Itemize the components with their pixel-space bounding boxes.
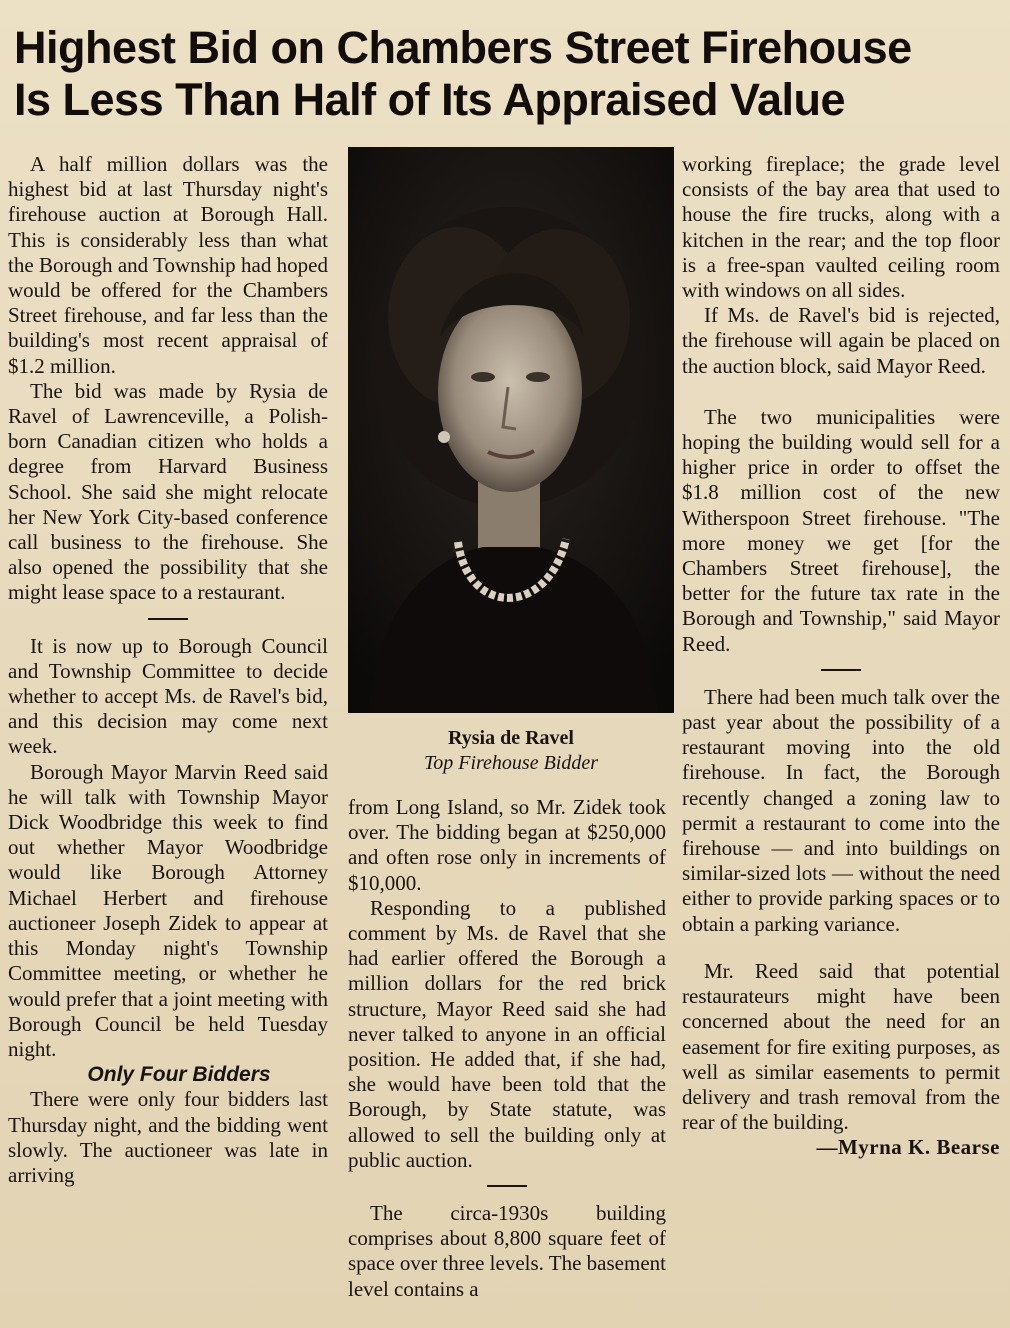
paragraph: The circa-1930s building comprises about 8,800 square feet of space over three levels. The basement level contains a	[348, 1201, 666, 1301]
section-divider	[821, 669, 861, 671]
portrait-image	[348, 147, 674, 713]
byline: —Myrna K. Bearse	[816, 1135, 1000, 1160]
section-subhead: Only Four Bidders	[87, 1063, 271, 1087]
paragraph: It is now up to Borough Council and Township Committee to decide whether to accept Ms. de Ravel's bid, and this decision may come next week.	[8, 633, 328, 759]
paragraph: from Long Island, so Mr. Zidek took over. The bidding began at $250,000 and often rose only in increments of $10,000.	[348, 795, 666, 895]
section-divider	[487, 1185, 527, 1187]
portrait-photo	[348, 147, 674, 713]
spacer	[682, 379, 1000, 405]
paragraph: Borough Mayor Marvin Reed said he will talk with Township Mayor Dick Woodbridge this week to find out whether Mayor Woodbridge would like Borough Attorney Michael Herbert and firehouse auctioneer Joseph Zidek to appear at this Monday night's Township Committee meeting, or whether he would prefer that a joint meeting with Borough Council be held Tuesday night.	[8, 759, 328, 1061]
paragraph: The two municipalities were hoping the building would sell for a higher price in order to offset the $1.8 million cost of the new Witherspoon Street firehouse. "The more money we get [for the Chambers Street firehouse], the better for the future tax rate in the Borough and Township," said Mayor Reed.	[682, 404, 1000, 656]
paragraph: There were only four bidders last Thursday night, and the bidding went slowly. The auctioneer was late in arriving	[8, 1087, 328, 1187]
headline-line-1: Highest Bid on Chambers Street Firehouse	[14, 22, 912, 73]
paragraph: Mr. Reed said that potential restaurateurs might have been concerned about the need for an easement for fire exiting purposes, as well as similar easements to permit delivery and trash removal from the rear of the building.	[682, 958, 1000, 1135]
caption-role: Top Firehouse Bidder	[423, 752, 599, 774]
article-column-2	[348, 795, 666, 1302]
section-divider	[148, 618, 188, 620]
paragraph: Responding to a published comment by Ms. de Ravel that she had earlier offered the Borough a million dollars for the red brick structure, Mayor Reed said she had never talked to anyone in an official position. He added that, if she had, she would have been told that the Borough, by State statute, was allowed to sell the building only at public auction.	[348, 895, 666, 1172]
headline-line-2: Is Less Than Half of Its Appraised Value	[14, 74, 846, 125]
paragraph: working fireplace; the grade level consists of the bay area that used to house the fire trucks, along with a kitchen in the rear; and the top floor is a free-span vaulted ceiling room with windows on all sides.	[682, 152, 1000, 303]
paragraph: If Ms. de Ravel's bid is rejected, the firehouse will again be placed on the auction block, said Mayor Reed.	[682, 303, 1000, 378]
caption-name: Rysia de Ravel	[448, 727, 574, 749]
article-column-1	[8, 152, 328, 1188]
paragraph: There had been much talk over the past year about the possibility of a restaurant moving into the old firehouse. In fact, the Borough recently changed a zoning law to permit a restaurant to come into the firehouse — and into buildings on similar-sized lots — without the need either to provide parking spaces or to obtain a parking variance.	[682, 684, 1000, 936]
article-column-3	[682, 152, 1000, 1161]
paragraph: The bid was made by Rysia de Ravel of Lawrenceville, a Polish-born Canadian citizen who holds a degree from Harvard Business School. She said she might relocate her New York City-based conference call business to the firehouse. She also opened the possibility that she might lease space to a restaurant.	[8, 378, 328, 605]
photo-caption	[348, 726, 674, 776]
headline	[14, 22, 1004, 126]
paragraph: A half million dollars was the highest bid at last Thursday night's firehouse auction at Borough Hall. This is considerably less than what the Borough and Township had hoped would be offered for the Chambers Street firehouse, and far less than the building's most recent appraisal of $1.2 million.	[8, 152, 328, 378]
spacer	[682, 937, 1000, 959]
